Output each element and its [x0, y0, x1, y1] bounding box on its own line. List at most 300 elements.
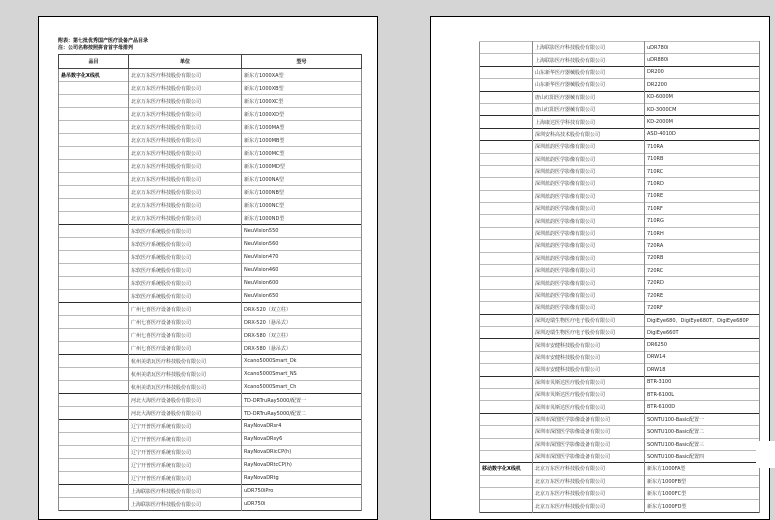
cell-company: 深圳市安健科技股份有限公司: [533, 364, 645, 376]
table-row: [480, 302, 760, 314]
cell-company: 深圳迈瑞生物医疗电子股份有限公司: [533, 314, 645, 326]
cell-model: 新东方1000MD型: [242, 160, 362, 173]
cell-company: 深圳蓝韵医学影像有限公司: [533, 141, 645, 153]
cell-item: [480, 215, 533, 227]
cell-model: KD-6000M: [645, 91, 760, 103]
cell-model: 新东方1000FA型: [645, 463, 760, 475]
table-row: [480, 351, 760, 363]
table-row: [59, 355, 362, 368]
cell-model: 新东方1000MB型: [242, 134, 362, 147]
cell-company: 辽宁开普医疗系统有限公司: [129, 459, 242, 472]
table-row: [59, 134, 362, 147]
cell-model: 新东方1000ND型: [242, 212, 362, 225]
table-row: [480, 314, 760, 326]
cell-company: 北京万东医疗科技股份有限公司: [129, 147, 242, 160]
cell-model: 720RB: [645, 252, 760, 264]
table-row: [480, 141, 760, 153]
cell-item: [59, 264, 129, 277]
cell-item: [59, 368, 129, 381]
cell-item: [480, 326, 533, 338]
cell-item: [480, 252, 533, 264]
table-row: [480, 339, 760, 351]
cell-company: 深圳蓝韵医学影像有限公司: [533, 203, 645, 215]
table-row: [59, 459, 362, 472]
table-row: [59, 238, 362, 251]
cell-model: 720RE: [645, 289, 760, 301]
cell-model: 720RA: [645, 240, 760, 252]
cell-company: 北京万东医疗科技股份有限公司: [129, 186, 242, 199]
cell-item: [480, 66, 533, 78]
cell-item: [480, 376, 533, 388]
cell-item: [480, 289, 533, 301]
cell-item: [480, 240, 533, 252]
cell-item: [480, 153, 533, 165]
cell-item: [480, 488, 533, 500]
cell-company: 上海康达医学科技有限公司: [533, 116, 645, 128]
table-row: [480, 227, 760, 239]
cell-model: 新东方1000XD型: [242, 108, 362, 121]
cell-item: [59, 238, 129, 251]
cell-model: uDR880i: [645, 54, 760, 66]
cell-item: [59, 95, 129, 108]
table-header: [59, 55, 362, 69]
table-row: [480, 376, 760, 388]
table-row: [59, 368, 362, 381]
cell-company: 杭州美诺瓦医疗科技股份有限公司: [129, 355, 242, 368]
table-row: [480, 240, 760, 252]
cell-model: KD-3000CM: [645, 103, 760, 115]
cell-model: DR200: [645, 66, 760, 78]
cell-model: 新东方1000FB型: [645, 475, 760, 487]
cell-item: [59, 420, 129, 433]
cell-model: DR6250: [645, 339, 760, 351]
cell-company: 东软医疗系统股份有限公司: [129, 290, 242, 303]
cell-item: [59, 433, 129, 446]
table-row: [480, 463, 760, 475]
cell-company: 深圳蓝韵医学影像有限公司: [533, 190, 645, 202]
cell-company: 深圳市贝斯达医疗股份有限公司: [533, 376, 645, 388]
cell-company: 深圳蓝韵医学影像有限公司: [533, 289, 645, 301]
cell-company: 北京万东医疗科技股份有限公司: [129, 121, 242, 134]
cell-model: TD-DRTruRay5000/配置二: [242, 407, 362, 420]
cell-company: 深圳蓝韵医学影像有限公司: [533, 153, 645, 165]
cell-item: [59, 277, 129, 290]
cell-company: 深圳市深图医学影像设备有限公司: [533, 450, 645, 462]
cell-company: 上海联影医疗科技股份有限公司: [129, 498, 242, 511]
cell-model: RayNovaDRtg: [242, 472, 362, 485]
cell-model: NeuVision470: [242, 251, 362, 264]
cell-company: 辽宁开普医疗系统有限公司: [129, 433, 242, 446]
table-row: [480, 277, 760, 289]
table-row: [59, 95, 362, 108]
table-header-row: [59, 55, 362, 69]
cell-model: 新东方1000FD型: [645, 500, 760, 512]
table-row: [59, 407, 362, 420]
cell-model: RayNovaDRsr4: [242, 420, 362, 433]
cell-item: [59, 121, 129, 134]
cell-company: 深圳市安健科技股份有限公司: [533, 339, 645, 351]
cell-item: [480, 165, 533, 177]
cell-item: [480, 54, 533, 66]
cell-model: 新东方1000MC型: [242, 147, 362, 160]
cell-model: 710RC: [645, 165, 760, 177]
table-row: [59, 433, 362, 446]
table-row: [480, 203, 760, 215]
cell-company: 北京万东医疗科技股份有限公司: [129, 212, 242, 225]
cell-company: 北京万东医疗科技股份有限公司: [533, 475, 645, 487]
cell-item: [480, 42, 533, 54]
cell-company: 河北大海医疗设备股份有限公司: [129, 394, 242, 407]
cell-model: uDR780i: [645, 42, 760, 54]
cell-item: [59, 407, 129, 420]
cell-item: [480, 79, 533, 91]
table-row: [59, 69, 362, 82]
column-header-model: 型号: [242, 55, 362, 69]
cell-item: [59, 147, 129, 160]
cell-company: 深圳蓝韵医学影像有限公司: [533, 252, 645, 264]
table-row: [480, 488, 760, 500]
table-row: [59, 108, 362, 121]
cell-item: 移动数字化X线机: [480, 463, 533, 475]
cell-model: 新东方1000MA型: [242, 121, 362, 134]
cell-item: [480, 91, 533, 103]
cell-item: [480, 265, 533, 277]
cell-item: [59, 329, 129, 342]
table-row: [59, 147, 362, 160]
table-row: [480, 190, 760, 202]
cell-company: 唐山红阳医疗器械有限公司: [533, 91, 645, 103]
cell-company: 北京万东医疗科技股份有限公司: [533, 500, 645, 512]
cell-model: 新东方1000NB型: [242, 186, 362, 199]
cell-item: [480, 227, 533, 239]
cell-company: 广州七喜医疗设备有限公司: [129, 303, 242, 316]
document-page-2: [430, 16, 770, 520]
cell-item: [480, 475, 533, 487]
cell-company: 深圳市贝斯达医疗股份有限公司: [533, 388, 645, 400]
table-row: [480, 178, 760, 190]
cell-model: DRX-580（悬吊式）: [242, 342, 362, 355]
cell-model: 720RC: [645, 265, 760, 277]
cell-item: [59, 303, 129, 316]
cell-company: 东软医疗系统股份有限公司: [129, 264, 242, 277]
cell-item: [59, 498, 129, 511]
cell-model: RayNovaDRtcCP(h): [242, 459, 362, 472]
cell-company: 深圳蓝韵医学影像有限公司: [533, 178, 645, 190]
cell-item: [59, 290, 129, 303]
cell-company: 唐山红阳医疗器械有限公司: [533, 103, 645, 115]
cell-model: BTR-3100: [645, 376, 760, 388]
cell-company: 上海联影医疗科技股份有限公司: [129, 485, 242, 498]
cell-company: 北京万东医疗科技股份有限公司: [533, 488, 645, 500]
cell-company: 辽宁开普医疗系统有限公司: [129, 420, 242, 433]
cell-item: [59, 160, 129, 173]
cell-model: DRW18: [645, 364, 760, 376]
table-row: [480, 153, 760, 165]
table-row: [480, 128, 760, 140]
table-row: [480, 289, 760, 301]
cell-item: [480, 178, 533, 190]
cell-model: DRW14: [645, 351, 760, 363]
table-row: [480, 165, 760, 177]
cell-company: 杭州美诺瓦医疗科技股份有限公司: [129, 381, 242, 394]
cell-item: [480, 500, 533, 512]
cell-item: [480, 141, 533, 153]
table-row: [59, 316, 362, 329]
cell-item: [480, 190, 533, 202]
cell-item: [59, 446, 129, 459]
table-row: [480, 364, 760, 376]
cell-model: SONTU100-Basic配置四: [645, 450, 760, 462]
cell-item: [59, 212, 129, 225]
table-row: [480, 42, 760, 54]
cell-model: 710RH: [645, 227, 760, 239]
cell-item: [59, 316, 129, 329]
cell-model: 710RF: [645, 203, 760, 215]
cell-model: DR2200: [645, 79, 760, 91]
column-header-company: 单位: [129, 55, 242, 69]
table-row: [480, 54, 760, 66]
cell-company: 深圳蓝韵医学影像有限公司: [533, 240, 645, 252]
table-row: [59, 381, 362, 394]
table-row: [480, 426, 760, 438]
table-row: [480, 79, 760, 91]
cell-company: 深圳蓝韵医学影像有限公司: [533, 302, 645, 314]
cell-model: Xcano5000Smart_NS: [242, 368, 362, 381]
cell-company: 东软医疗系统股份有限公司: [129, 238, 242, 251]
cell-item: [480, 351, 533, 363]
table-row: [480, 116, 760, 128]
document-page-1: [38, 16, 378, 520]
table-row: [59, 199, 362, 212]
cell-model: 新东方1000NA型: [242, 173, 362, 186]
table-row: [59, 225, 362, 238]
table-row: [59, 290, 362, 303]
cell-model: NeuVision550: [242, 225, 362, 238]
cell-item: [480, 103, 533, 115]
table-row: [59, 251, 362, 264]
cell-model: DRX-580（双立柱）: [242, 329, 362, 342]
table-row: [480, 450, 760, 462]
cell-company: 东软医疗系统股份有限公司: [129, 225, 242, 238]
table-row: [59, 82, 362, 95]
table-row: [480, 388, 760, 400]
cell-item: [480, 203, 533, 215]
cell-company: 山东新华医疗器械股份有限公司: [533, 79, 645, 91]
table-row: [480, 475, 760, 487]
cell-model: SONTU100-Basic配置三: [645, 438, 760, 450]
cell-model: KD-2000M: [645, 116, 760, 128]
cell-item: [59, 485, 129, 498]
cell-model: Xcano5000Smart_Ch: [242, 381, 362, 394]
cell-item: [59, 394, 129, 407]
cell-company: 辽宁开普医疗系统有限公司: [129, 472, 242, 485]
cell-item: [59, 381, 129, 394]
cell-model: uDR750iPro: [242, 485, 362, 498]
table-row: [480, 252, 760, 264]
cell-company: 北京万东医疗科技股份有限公司: [129, 199, 242, 212]
cell-model: 710RE: [645, 190, 760, 202]
cell-item: [59, 108, 129, 121]
cell-model: SONTU100-Basic配置一: [645, 413, 760, 425]
cell-company: 深圳市安健科技股份有限公司: [533, 351, 645, 363]
cell-model: DigiEye660T: [645, 326, 760, 338]
table-body-page-2: [480, 42, 760, 513]
table-row: [59, 303, 362, 316]
table-row: [59, 173, 362, 186]
cell-company: 杭州美诺瓦医疗科技股份有限公司: [129, 368, 242, 381]
cell-company: 广州七喜医疗设备有限公司: [129, 329, 242, 342]
cell-model: SONTU100-Basic配置二: [645, 426, 760, 438]
cell-item: [480, 413, 533, 425]
table-row: [59, 121, 362, 134]
document-title: 附表：第七批优秀国产医疗设备产品目录: [58, 38, 149, 44]
cell-model: NeuVision460: [242, 264, 362, 277]
cell-item: [59, 459, 129, 472]
table-row: [59, 186, 362, 199]
cell-company: 辽宁开普医疗系统有限公司: [129, 446, 242, 459]
cell-company: 北京万东医疗科技股份有限公司: [129, 134, 242, 147]
cell-model: uDR750i: [242, 498, 362, 511]
cell-company: 深圳市贝斯达医疗股份有限公司: [533, 401, 645, 413]
cell-item: [59, 134, 129, 147]
table-row: [480, 326, 760, 338]
cell-model: BTR-6100D: [645, 401, 760, 413]
table-row: [480, 401, 760, 413]
cell-model: NeuVision560: [242, 238, 362, 251]
table-row: [480, 66, 760, 78]
cell-item: [480, 128, 533, 140]
cell-model: NeuVision650: [242, 290, 362, 303]
cell-model: 710RA: [645, 141, 760, 153]
cell-model: RayNovaDRicCP(h): [242, 446, 362, 459]
cell-model: ASD-4010D: [645, 128, 760, 140]
table-row: [59, 160, 362, 173]
cell-model: 新东方1000XA型: [242, 69, 362, 82]
cell-item: [480, 388, 533, 400]
cell-item: [480, 438, 533, 450]
cell-item: [480, 116, 533, 128]
cell-company: 北京万东医疗科技股份有限公司: [129, 82, 242, 95]
cell-company: 深圳蓝韵医学影像有限公司: [533, 165, 645, 177]
cell-item: 悬吊数字化X线机: [59, 69, 129, 82]
page-edge-overlay: [756, 441, 775, 468]
cell-item: [480, 364, 533, 376]
cell-model: 710RD: [645, 178, 760, 190]
cell-company: 北京万东医疗科技股份有限公司: [129, 95, 242, 108]
cell-model: DigiEye680、DigiEye680T、DigiEye680P: [645, 314, 760, 326]
cell-item: [59, 355, 129, 368]
cell-company: 深圳蓝韵医学影像有限公司: [533, 227, 645, 239]
table-row: [59, 329, 362, 342]
table-body-page-1: [59, 69, 362, 511]
cell-company: 东软医疗系统股份有限公司: [129, 251, 242, 264]
cell-company: 深圳迈瑞生物医疗电子股份有限公司: [533, 326, 645, 338]
cell-company: 上海联影医疗科技股份有限公司: [533, 42, 645, 54]
table-row: [480, 215, 760, 227]
cell-item: [59, 186, 129, 199]
table-row: [59, 446, 362, 459]
cell-model: TD-DRTruRay5000/配置一: [242, 394, 362, 407]
cell-item: [59, 199, 129, 212]
cell-item: [480, 339, 533, 351]
cell-company: 深圳市深图医学影像设备有限公司: [533, 438, 645, 450]
cell-model: 710RG: [645, 215, 760, 227]
cell-model: 新东方1000XB型: [242, 82, 362, 95]
cell-model: DRX-520（悬吊式）: [242, 316, 362, 329]
catalog-table-page-1: [58, 54, 362, 511]
cell-company: 广州七喜医疗设备有限公司: [129, 342, 242, 355]
cell-item: [59, 472, 129, 485]
cell-company: 深圳市深图医学影像设备有限公司: [533, 413, 645, 425]
table-row: [59, 472, 362, 485]
cell-company: 上海联影医疗科技股份有限公司: [533, 54, 645, 66]
cell-item: [480, 401, 533, 413]
table-row: [59, 277, 362, 290]
table-row: [59, 394, 362, 407]
table-row: [59, 264, 362, 277]
cell-model: 新东方1000XC型: [242, 95, 362, 108]
table-row: [59, 498, 362, 511]
cell-model: DRX-520（双立柱）: [242, 303, 362, 316]
cell-item: [59, 225, 129, 238]
cell-company: 深圳蓝韵医学影像有限公司: [533, 265, 645, 277]
table-row: [480, 413, 760, 425]
document-title-block: [58, 38, 377, 51]
cell-company: 北京万东医疗科技股份有限公司: [129, 160, 242, 173]
cell-company: 北京万东医疗科技股份有限公司: [533, 463, 645, 475]
cell-company: 深圳蓝韵医学影像有限公司: [533, 215, 645, 227]
document-subtitle: 注：公司名称按照拼音首字母排列: [58, 44, 134, 51]
cell-model: 新东方1000FC型: [645, 488, 760, 500]
cell-company: 深圳安科高技术股份有限公司: [533, 128, 645, 140]
cell-item: [480, 277, 533, 289]
cell-item: [59, 173, 129, 186]
cell-item: [59, 82, 129, 95]
cell-model: 720RF: [645, 302, 760, 314]
cell-model: RayNovaDRsy6: [242, 433, 362, 446]
cell-company: 广州七喜医疗设备有限公司: [129, 316, 242, 329]
table-row: [480, 500, 760, 512]
cell-item: [480, 314, 533, 326]
table-row: [59, 212, 362, 225]
cell-item: [59, 342, 129, 355]
cell-item: [480, 302, 533, 314]
table-row: [480, 265, 760, 277]
cell-company: 东软医疗系统股份有限公司: [129, 277, 242, 290]
cell-item: [59, 251, 129, 264]
cell-item: [480, 450, 533, 462]
cell-company: 北京万东医疗科技股份有限公司: [129, 108, 242, 121]
column-header-item: 品目: [59, 55, 129, 69]
cell-model: BTR-6100L: [645, 388, 760, 400]
cell-company: 深圳市深图医学影像设备有限公司: [533, 426, 645, 438]
cell-model: NeuVision600: [242, 277, 362, 290]
cell-model: 720RD: [645, 277, 760, 289]
cell-model: 新东方1000NC型: [242, 199, 362, 212]
table-row: [59, 485, 362, 498]
cell-company: 北京万东医疗科技股份有限公司: [129, 173, 242, 186]
table-row: [59, 420, 362, 433]
cell-model: 710RB: [645, 153, 760, 165]
cell-company: 河北大海医疗设备股份有限公司: [129, 407, 242, 420]
table-row: [480, 103, 760, 115]
cell-company: 北京万东医疗科技股份有限公司: [129, 69, 242, 82]
table-row: [59, 342, 362, 355]
table-row: [480, 438, 760, 450]
cell-model: Xcano5000Smart_Dk: [242, 355, 362, 368]
catalog-table-page-2: [479, 41, 760, 513]
cell-item: [480, 426, 533, 438]
